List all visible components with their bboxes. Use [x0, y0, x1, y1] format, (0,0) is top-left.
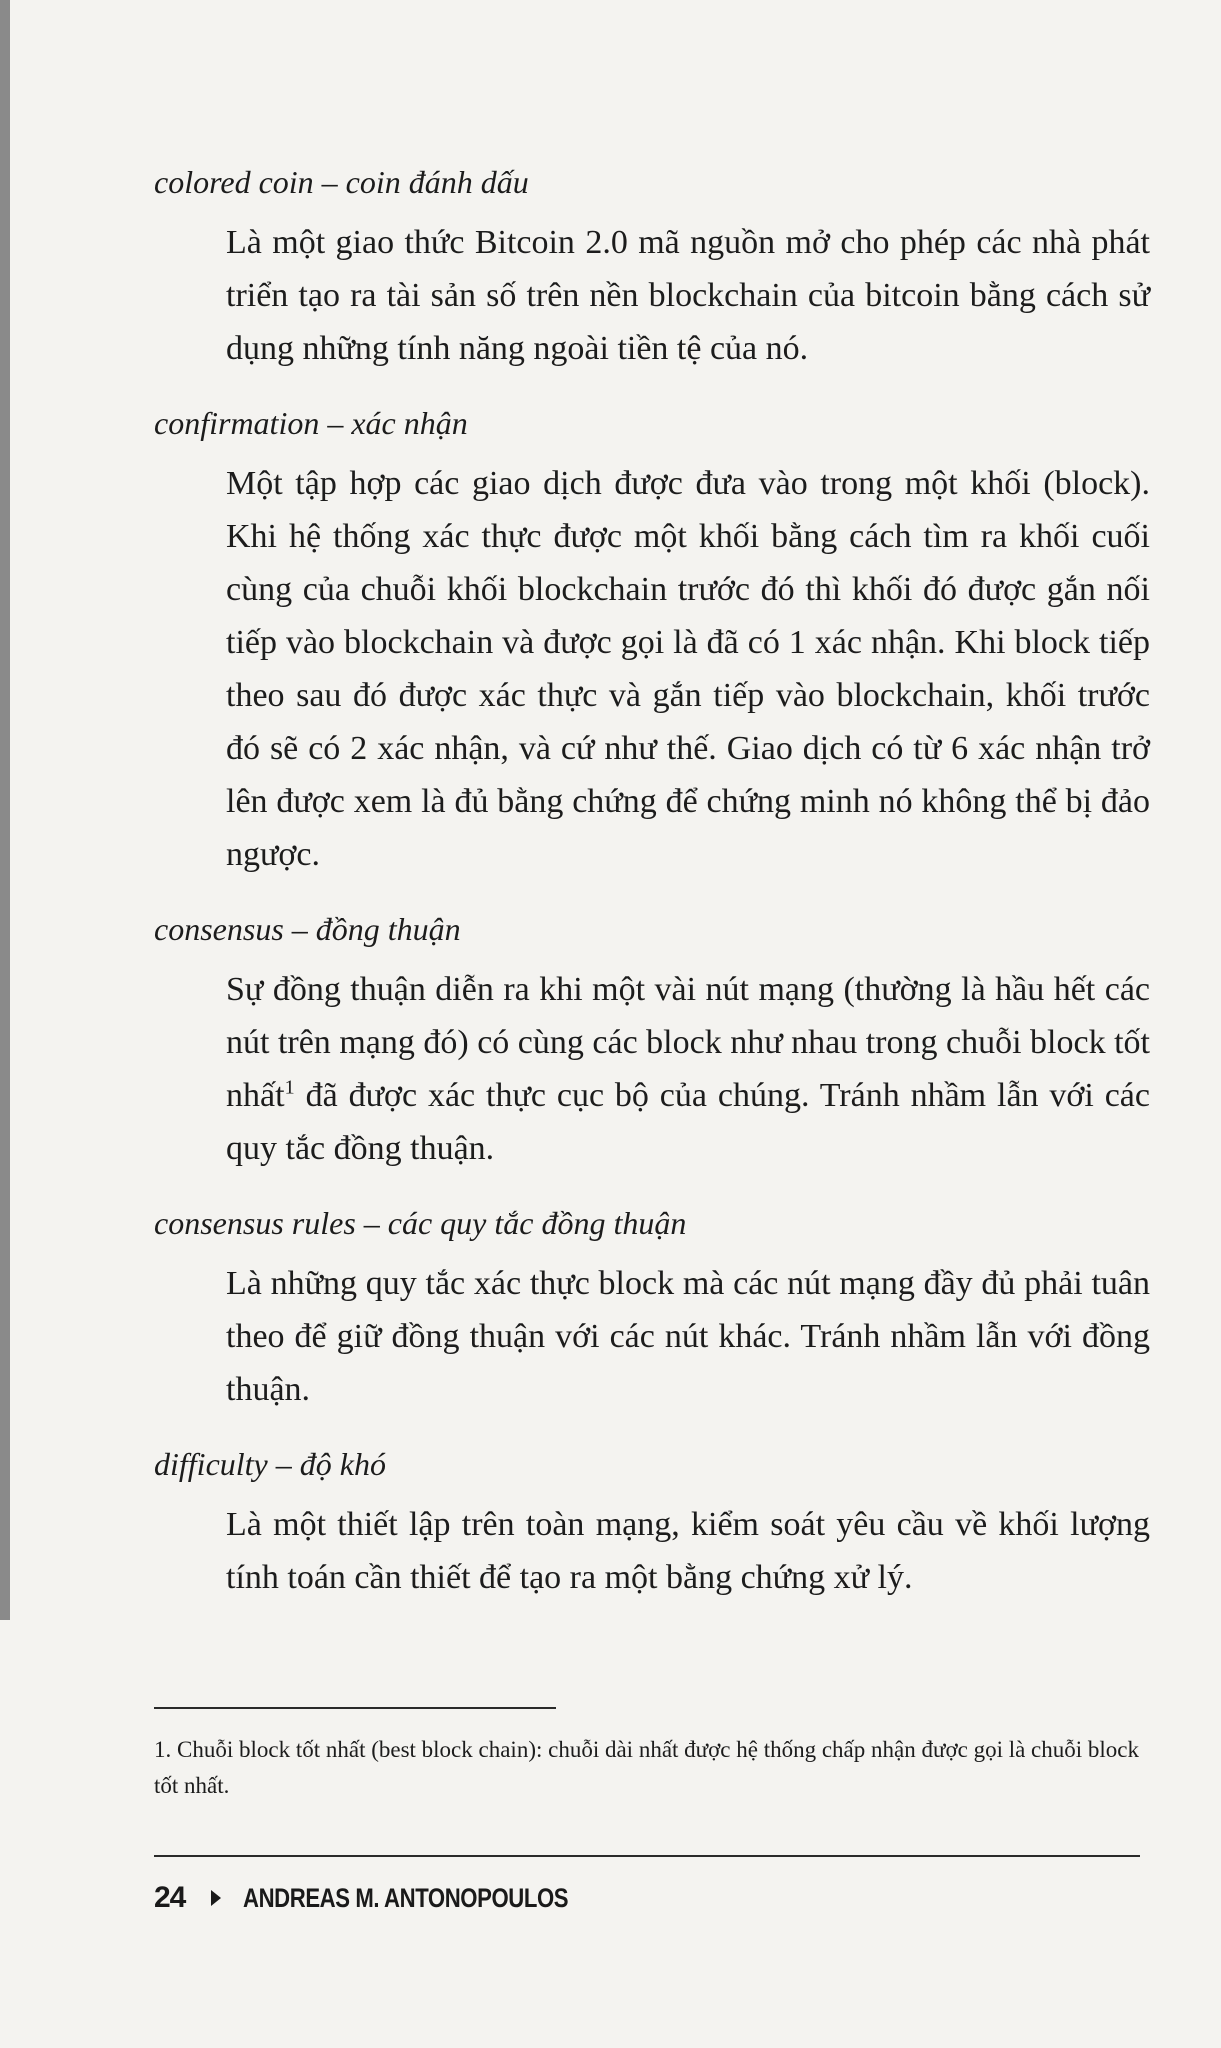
- page-number: 24: [154, 1881, 186, 1914]
- glossary-content: [154, 160, 1150, 1630]
- footer-divider: [154, 1855, 1140, 1857]
- glossary-entry-colored-coin: [154, 160, 1150, 375]
- glossary-entry-confirmation: [154, 401, 1150, 881]
- triangle-right-icon: [211, 1890, 221, 1906]
- glossary-definition: Một tập hợp các giao dịch được đưa vào trong một khối (block). Khi hệ thống xác thực được một khối bằng cách tìm ra khối cuối cùng của chuỗi khối blockchain trước đó thì khối đó được gắn nối tiếp vào blockchain và được gọi là đã có 1 xác nhận. Khi block tiếp theo sau đó được xác thực và gắn tiếp vào blockchain, khối trước đó sẽ có 2 xác nhận, và cứ như thế. Giao dịch có từ 6 xác nhận trở lên được xem là đủ bằng chứng để chứng minh nó không thể bị đảo ngược.: [226, 465, 1150, 873]
- page-footer: [154, 1878, 640, 1918]
- glossary-definition: Là một giao thức Bitcoin 2.0 mã nguồn mở cho phép các nhà phát triển tạo ra tài sản số trên nền blockchain của bitcoin bằng cách sử dụng những tính năng ngoài tiền tệ của nó.: [226, 224, 1150, 367]
- footnote: 1. Chuỗi block tốt nhất (best block chain): chuỗi dài nhất được hệ thống chấp nhận được gọi là chuỗi block tốt nhất.: [154, 1737, 1140, 1798]
- page-edge-shadow: [0, 0, 10, 1620]
- glossary-definition: Là một thiết lập trên toàn mạng, kiểm soát yêu cầu về khối lượng tính toán cần thiết để tạo ra một bằng chứng xử lý.: [226, 1506, 1150, 1596]
- running-author: ANDREAS M. ANTONOPOULOS: [243, 1882, 569, 1913]
- footnote-reference: 1: [284, 1076, 295, 1099]
- glossary-term: confirmation – xác nhận: [154, 405, 468, 441]
- glossary-entry-consensus: [154, 907, 1150, 1175]
- footnote-divider: [154, 1707, 556, 1709]
- glossary-term: consensus – đồng thuận: [154, 911, 461, 947]
- glossary-term: colored coin – coin đánh dấu: [154, 164, 529, 200]
- glossary-term: difficulty – độ khó: [154, 1446, 386, 1482]
- glossary-term: consensus rules – các quy tắc đồng thuận: [154, 1205, 687, 1241]
- definition-text: Sự đồng thuận diễn ra khi một vài nút mạng (thường là hầu hết các nút trên mạng đó) có cùng các block như nhau trong chuỗi block tốt nhất: [226, 971, 1150, 1114]
- definition-text: đã được xác thực cục bộ của chúng. Tránh nhầm lẫn với các quy tắc đồng thuận.: [226, 1077, 1150, 1167]
- glossary-entry-difficulty: [154, 1442, 1150, 1604]
- glossary-definition: [154, 963, 1150, 1175]
- glossary-entry-consensus-rules: [154, 1201, 1150, 1416]
- glossary-definition: Là những quy tắc xác thực block mà các nút mạng đầy đủ phải tuân theo để giữ đồng thuận với các nút khác. Tránh nhầm lẫn với đồng thuận.: [226, 1265, 1150, 1408]
